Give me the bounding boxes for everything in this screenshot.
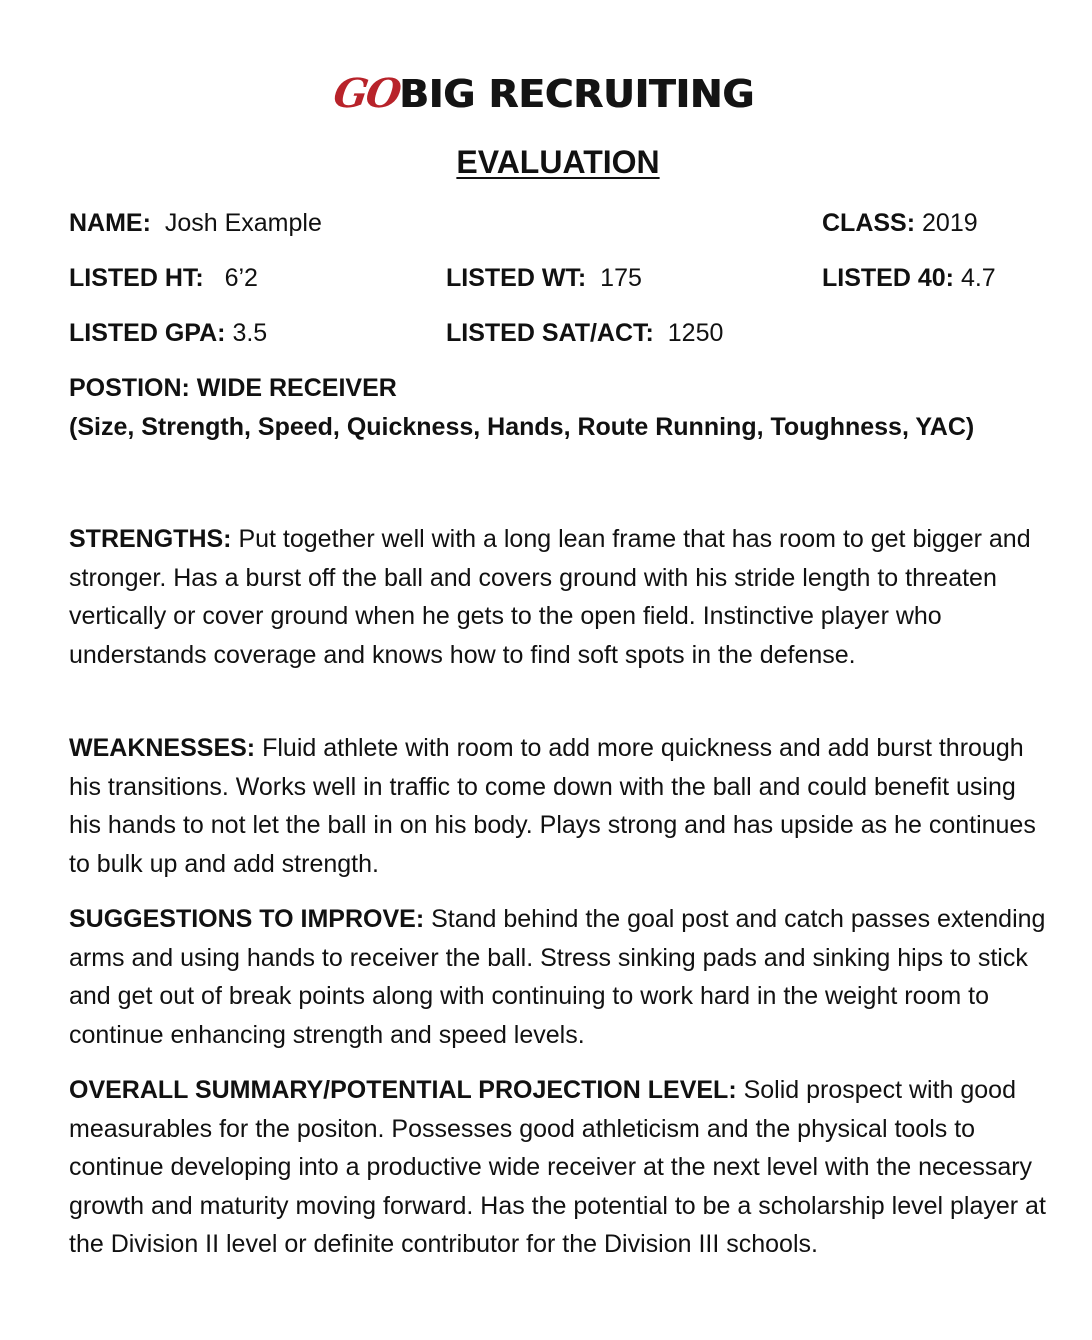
- forty-value: 4.7: [960, 264, 996, 292]
- gpa-label: LISTED GPA:: [69, 319, 226, 347]
- weight-value: 175: [600, 264, 642, 292]
- sat-act-field: [446, 317, 723, 349]
- sat-act-label: LISTED SAT/ACT:: [446, 319, 654, 347]
- forty-label: LISTED 40:: [822, 264, 954, 292]
- name-value: Josh Example: [164, 209, 322, 237]
- height-label: LISTED HT:: [69, 264, 204, 292]
- name-field: [69, 207, 322, 239]
- height-value: 6’2: [224, 264, 258, 292]
- weight-label: LISTED WT:: [446, 264, 587, 292]
- strengths-label: STRENGTHS:: [69, 525, 232, 553]
- summary-label: OVERALL SUMMARY/POTENTIAL PROJECTION LEVEL:: [69, 1076, 737, 1104]
- class-field: [822, 207, 978, 239]
- logo-go-text: GO: [330, 70, 403, 117]
- name-label: NAME:: [69, 209, 151, 237]
- suggestions-section: [69, 900, 1054, 1054]
- strengths-text: Put together well with a long lean frame that has room to get bigger and stronger. Has a burst off the ball and covers ground with his stride length to threaten vertically or cover ground when he gets to the open field. Instinctive player who understands coverage and knows how to find soft spots in the defense.: [69, 525, 1031, 669]
- logo-brand-text: BIG RECRUITING: [399, 72, 754, 116]
- height-field: [69, 262, 258, 294]
- position-heading: POSTION: WIDE RECEIVER: [69, 374, 397, 402]
- weaknesses-label: WEAKNESSES:: [69, 734, 256, 762]
- sat-act-value: 1250: [667, 319, 724, 347]
- gobig-recruiting-logo: [330, 70, 754, 117]
- suggestions-label: SUGGESTIONS TO IMPROVE:: [69, 905, 425, 933]
- class-value: 2019: [922, 209, 978, 237]
- suggestions-text: Stand behind the goal post and catch passes extending arms and using hands to receiver the ball. Stress sinking pads and sinking hips to stick and get out of break points along with continuing to work hard in the weight room to continue enhancing strength and speed levels.: [69, 905, 1046, 1049]
- weight-field: [446, 262, 642, 294]
- gpa-value: 3.5: [232, 319, 268, 347]
- summary-text: Solid prospect with good measurables for the positon. Possesses good athleticism and the physical tools to continue developing into a productive wide receiver at the next level with the necessary growth and maturity moving forward. Has the potential to be a scholarship level player at the Division II level or definite contributor for the Division III schools.: [69, 1076, 1046, 1259]
- page-title: EVALUATION: [456, 144, 660, 180]
- weaknesses-section: [69, 729, 1054, 883]
- gpa-field: [69, 317, 267, 349]
- forty-field: [822, 262, 996, 294]
- summary-section: [69, 1071, 1054, 1264]
- position-criteria: (Size, Strength, Speed, Quickness, Hands, Route Running, Toughness, YAC): [69, 413, 975, 441]
- weaknesses-text: Fluid athlete with room to add more quickness and add burst through his transitions. Works well in traffic to come down with the ball and could benefit using his hands to not let the ball in on his body. Plays strong and has upside as he continues to bulk up and add strength.: [69, 734, 1036, 878]
- strengths-section: [69, 520, 1054, 674]
- class-label: CLASS:: [822, 209, 916, 237]
